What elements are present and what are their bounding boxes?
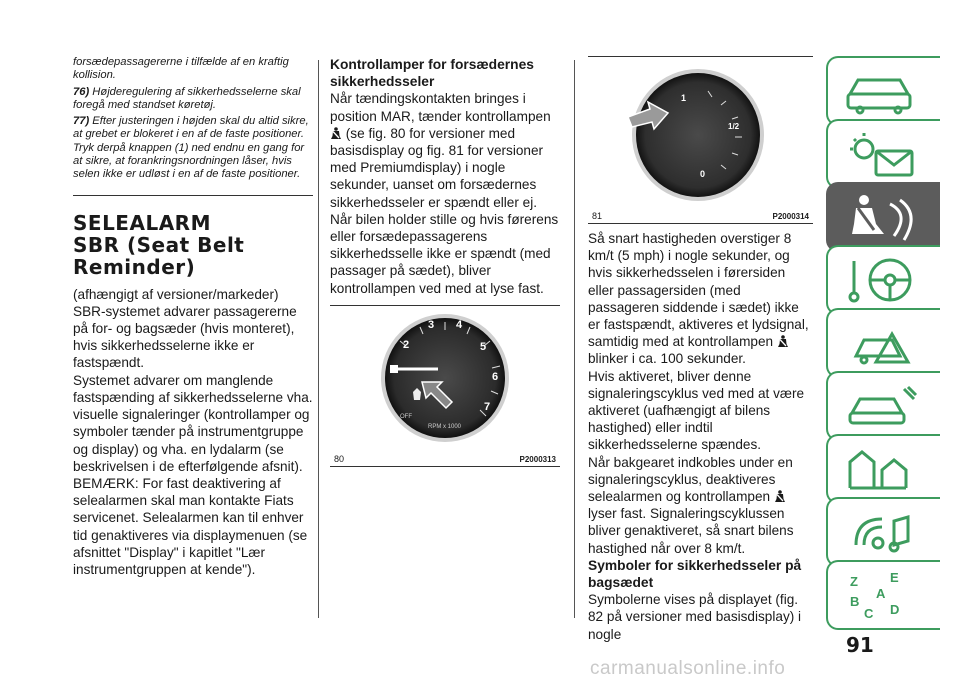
- svg-text:B: B: [850, 594, 860, 609]
- gauge-needle-base: [390, 365, 398, 373]
- seat-belt-warning-icon: [774, 490, 786, 503]
- column-1: [73, 56, 313, 578]
- breakdown-triangle-icon: [842, 316, 922, 370]
- rev-counter-gauge-illustration: [330, 306, 560, 466]
- heading-line: Kontrollamper for forsædernes: [330, 57, 534, 72]
- figure-80: [330, 305, 560, 467]
- seat-belt-airbag-icon: [842, 190, 922, 244]
- gauge-mark-0: 0: [700, 169, 706, 179]
- figure-number: 80: [334, 453, 345, 464]
- seat-belt-warning-icon: [777, 335, 789, 348]
- fuel-gauge-illustration: [588, 57, 813, 223]
- note-77: [73, 115, 313, 181]
- chapter-tab-multimedia[interactable]: [826, 497, 940, 567]
- maintenance-car-icon: [842, 379, 922, 433]
- heading-line: Symboler for sikkerhedsseler på: [588, 557, 802, 573]
- multimedia-icon: [842, 505, 922, 559]
- paragraph-system-warning: Systemet advarer om manglende fastspænding af sikkerhedsselerne vha. visuelle signaleringer (kontrollamper og symboler tænder på instrumentgruppe og display) og vha. en lydalarm (se beskrivelsen i de efterfølgende afsnit).: [73, 372, 313, 474]
- paragraph-reverse-gear: [588, 454, 813, 557]
- page-number: 91: [846, 633, 874, 657]
- chapter-tab-technical-data[interactable]: [826, 434, 940, 504]
- column-3: [588, 56, 813, 643]
- paragraph-vehicle-stationary: Når bilen holder stille og hvis førerens eller forsædepassagerens sikkerhedsselle ikke er spændt (med passager på sædet), bliver kontrollampen ved med at lyse fast.: [330, 211, 559, 296]
- gauge-mark-2: 2: [403, 338, 410, 351]
- paragraph-versions: (afhængigt af versioner/markeder): [73, 286, 279, 302]
- heading-line: bagsædet: [588, 575, 654, 591]
- chapter-tab-emergency[interactable]: [826, 308, 940, 378]
- alphabetical-index-icon: [842, 568, 922, 622]
- column-divider: [318, 60, 319, 618]
- paragraph-reverse-gear-part-2: lyser fast. Signaleringscyklussen bliver genaktiveret, så snart bilens hastighed når over 8 km/t.: [588, 506, 794, 556]
- gauge-mark-3: 3: [428, 318, 435, 331]
- gauge-mark-1: 1: [681, 93, 687, 103]
- heading-line: SBR (Seat Belt: [73, 232, 245, 257]
- figure-number: 81: [592, 211, 603, 221]
- notes-box: [73, 56, 313, 196]
- figure-code: P2000314: [772, 212, 809, 221]
- paragraph-speed-threshold-part-1: Så snart hastigheden overstiger 8 km/t (5 mph) i nogle sekunder, og hvis sikkerhedsselen i førersiden eller passagersiden (med passageren siddende i sædet) ikke er fastspændt, aktiveres et lydsignal, samtidig med at kontrollampen: [588, 231, 809, 350]
- column-2: [330, 56, 560, 467]
- paragraph-ignition: [330, 90, 560, 210]
- note-76-text: Højderegulering af sikkerhedsselerne skal foregå med standset køretøj.: [73, 85, 301, 111]
- svg-text:C: C: [864, 606, 874, 621]
- paragraph-speed-threshold: [588, 230, 813, 368]
- gauge-off-label: OFF: [400, 413, 412, 420]
- paragraph-cycle-active: Hvis aktiveret, bliver denne signaleringscyklus ved med at være aktiveret (uafhængigt af bilens hastighed) eller indtil sikkerhedsselerne spændes.: [588, 368, 805, 453]
- heading-line: sikkerhedsseler: [330, 74, 435, 90]
- chapter-tab-maintenance[interactable]: [826, 371, 940, 441]
- gauge-mark-5: 5: [480, 340, 487, 353]
- paragraph-note: BEMÆRK: For fast deaktivering af selealarmen skal man kontakte Fiats servicenet. Selealarmen kan til enhver tid genaktiveres via displaymenuen (se afsnittet "Display" i kapitlet "Lær instrumentgruppen at kende").: [73, 475, 308, 577]
- note-76-number: 76): [73, 85, 90, 98]
- figure-81: [588, 56, 813, 224]
- chapter-tab-index[interactable]: [826, 560, 940, 630]
- seat-belt-warning-icon: [330, 127, 342, 140]
- heading-line: Reminder): [73, 254, 196, 279]
- paragraph-ignition-part-2: (se fig. 80 for versioner med basisdisplay og fig. 81 for versioner med Premiumdisplay) i nogle sekunder, uanset om forsædernes sikkerhedsseler er spændt eller ej.: [330, 125, 544, 210]
- technical-data-icon: [842, 442, 922, 496]
- gauge-mark-half: 1/2: [728, 122, 740, 131]
- gauge-mark-6: 6: [492, 370, 499, 383]
- paragraph-sbr-intro: SBR-systemet advarer passagererne på for- og bagsæder (hvis monteret), hvis sikkerhedsselerne ikke er fastspændt.: [73, 303, 297, 371]
- paragraph-speed-threshold-part-2: blinker i ca. 100 sekunder.: [588, 351, 746, 367]
- paragraph-rear-symbols: Symbolerne vises på displayet (fig. 82 på versioner med basisdisplay) i nogle: [588, 592, 802, 642]
- chapter-tab-starting-driving[interactable]: [826, 245, 940, 315]
- note-intro: forsædepassagererne i tilfælde af en kraftig kollision.: [73, 56, 289, 82]
- gauge-mark-4: 4: [456, 318, 463, 331]
- subsection-heading-front-belt-lamps: [330, 56, 560, 90]
- paragraph-reverse-gear-part-1: Når bakgearet indkobles under en signaleringscyklus, deaktiveres selealarmen og kontrollampen: [588, 454, 793, 505]
- note-77-text: Efter justeringen i højden skal du altid sikre, at grebet er blokeret i en af de faste positioner. Tryk derpå knappen (1) ned endnu en gang for at sikre, at forankringsnordningen låser, hvis selen ikke er udløst i en af de faste positioner.: [73, 115, 309, 181]
- warning-lights-message-icon: [842, 127, 922, 181]
- key-steering-wheel-icon: [842, 253, 922, 307]
- svg-text:D: D: [890, 602, 900, 617]
- car-dashboard-icon: [842, 64, 922, 118]
- chapter-tab-dashboard[interactable]: [826, 56, 940, 126]
- svg-text:E: E: [890, 570, 899, 585]
- gauge-rpm-label: RPM x 1000: [428, 423, 462, 430]
- chapter-tab-warning-lights[interactable]: [826, 119, 940, 189]
- note-76: [73, 86, 313, 113]
- section-heading-seat-belt-reminder: [73, 212, 313, 278]
- figure-code: P2000313: [519, 454, 556, 464]
- watermark: carmanualsonline.info: [590, 658, 786, 679]
- svg-text:A: A: [876, 586, 886, 601]
- heading-line: SELEALARM: [73, 210, 211, 235]
- note-77-number: 77): [73, 115, 90, 128]
- gauge-mark-7: 7: [484, 400, 491, 413]
- chapter-tab-safety[interactable]: [826, 182, 940, 252]
- column-divider: [574, 60, 575, 618]
- paragraph-ignition-part-1: Når tændingskontakten bringes i position MAR, tænder kontrollampen: [330, 91, 551, 124]
- chapter-tabs-sidebar: [826, 56, 960, 626]
- subsection-heading-rear-belt-symbols: [588, 557, 813, 591]
- svg-text:Z: Z: [850, 574, 858, 589]
